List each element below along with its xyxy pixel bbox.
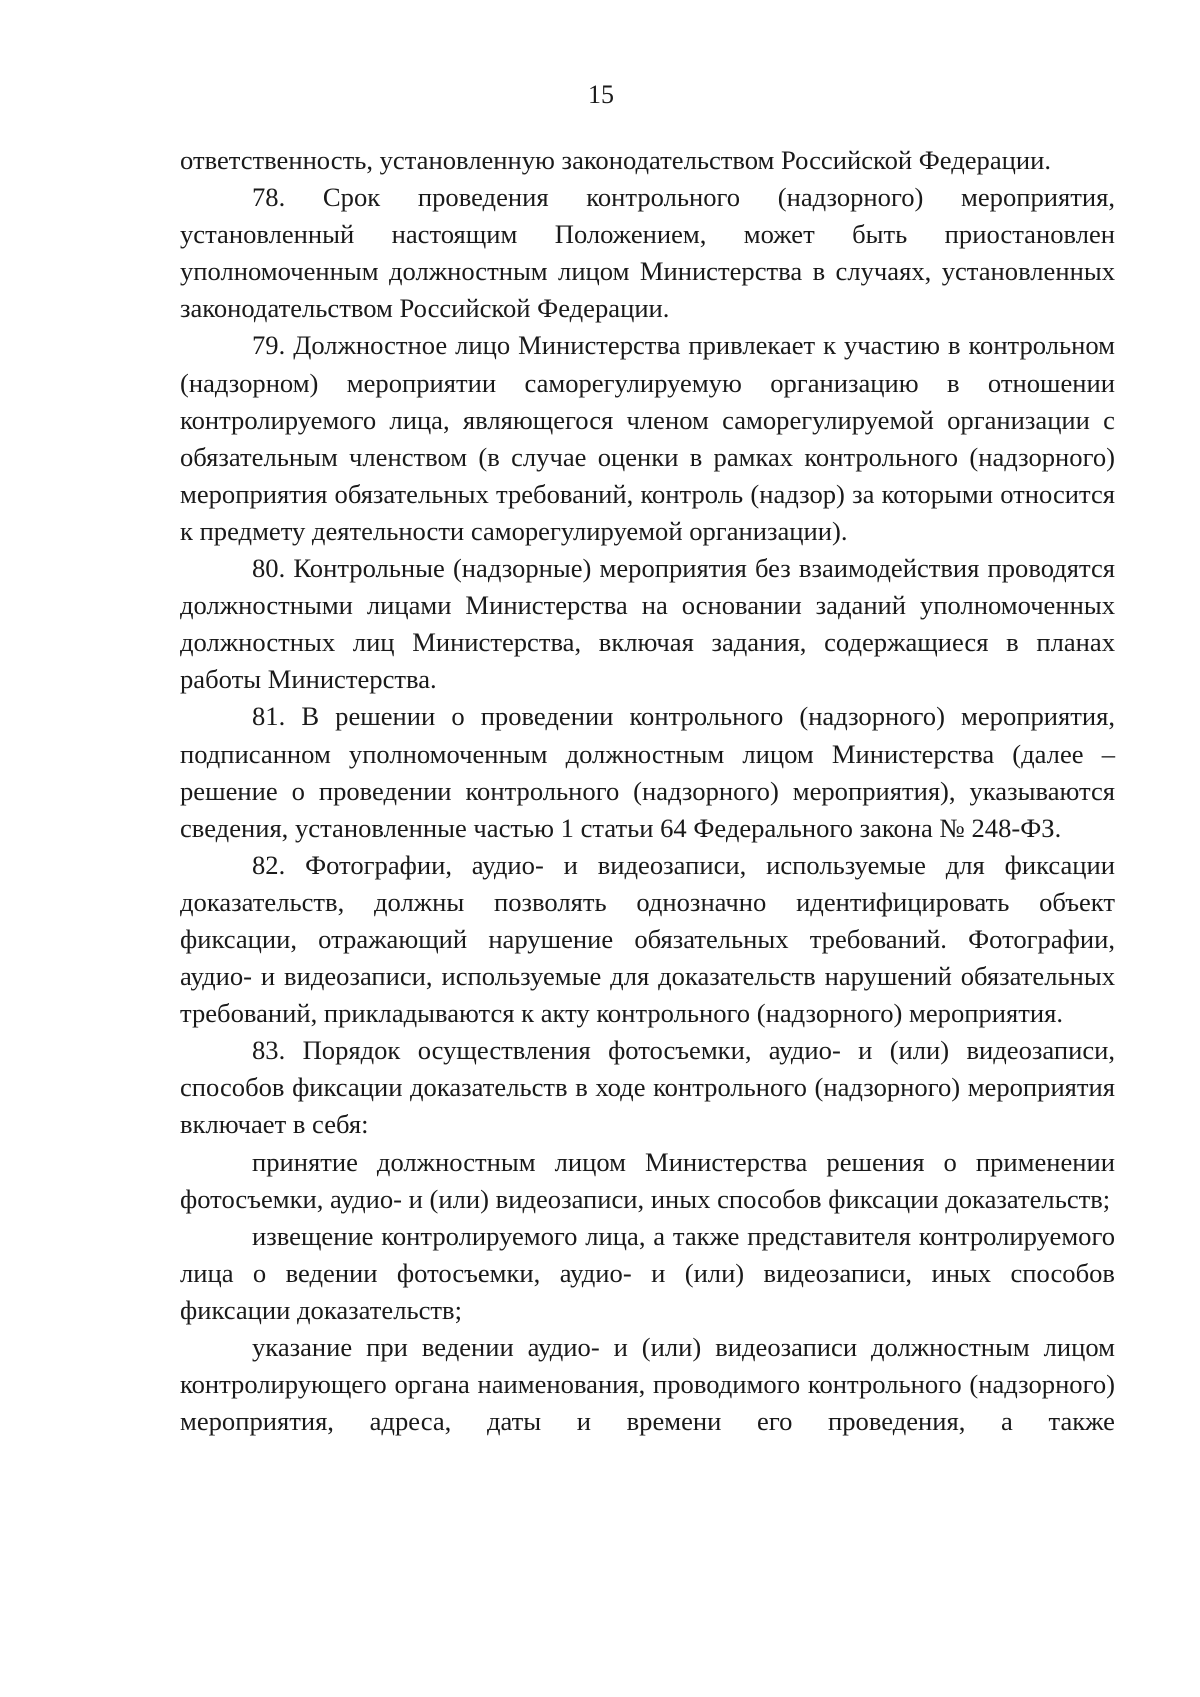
paragraph-81: 81. В решении о проведении контрольного (надзорного) мероприятия, подписанном уполномоченным должностным лицом Министерства (далее – решение о проведении контрольного (надзорного) мероприятия), указываются сведения, установленные частью 1 статьи 64 Федерального закона № 248-ФЗ. — [180, 701, 1115, 843]
paragraph-78: 78. Срок проведения контрольного (надзорного) мероприятия, установленный настоящим Положением, может быть приостановлен уполномоченным должностным лицом Министерства в случаях, установленных законодательством Российской Федерации. — [180, 182, 1115, 324]
paragraph-83-item-3: указание при ведении аудио- и (или) видеозаписи должностным лицом контролирующего органа наименования, проводимого контрольного (надзорного) мероприятия, адреса, даты и времени его проведения, а также — [180, 1332, 1115, 1437]
page-number: 15 — [588, 80, 614, 109]
paragraph-80: 80. Контрольные (надзорные) мероприятия без взаимодействия проводятся должностными лицами Министерства на основании заданий уполномоченных должностных лиц Министерства, включая задания, содержащиеся в планах работы Министерства. — [180, 553, 1115, 695]
paragraph-79: 79. Должностное лицо Министерства привлекает к участию в контрольном (надзорном) мероприятии саморегулируемую организацию в отношении контролируемого лица, являющегося членом саморегулируемой организации с обязательным членством (в случае оценки в рамках контрольного (надзорного) мероприятия обязательных требований, контроль (надзор) за которыми относится к предмету деятельности саморегулируемой организации). — [180, 330, 1115, 546]
paragraph-82: 82. Фотографии, аудио- и видеозаписи, используемые для фиксации доказательств, должны позволять однозначно идентифицировать объект фиксации, отражающий нарушение обязательных требований. Фотографии, аудио- и видеозаписи, используемые для доказательств нарушений обязательных требований, прикладываются к акту контрольного (надзорного) мероприятия. — [180, 849, 1115, 1029]
paragraph-83-item-2: извещение контролируемого лица, а также представителя контролируемого лица о ведении фотосъемки, аудио- и (или) видеозаписи, иных способов фиксации доказательств; — [180, 1220, 1115, 1325]
paragraph-83-item-1: принятие должностным лицом Министерства решения о применении фотосъемки, аудио- и (или) видеозаписи, иных способов фиксации доказательств; — [180, 1146, 1115, 1214]
document-body — [180, 142, 1115, 1440]
paragraph-continuation: ответственность, установленную законодательством Российской Федерации. — [180, 145, 1051, 175]
paragraph-83: 83. Порядок осуществления фотосъемки, аудио- и (или) видеозаписи, способов фиксации доказательств в ходе контрольного (надзорного) мероприятия включает в себя: — [180, 1035, 1115, 1140]
